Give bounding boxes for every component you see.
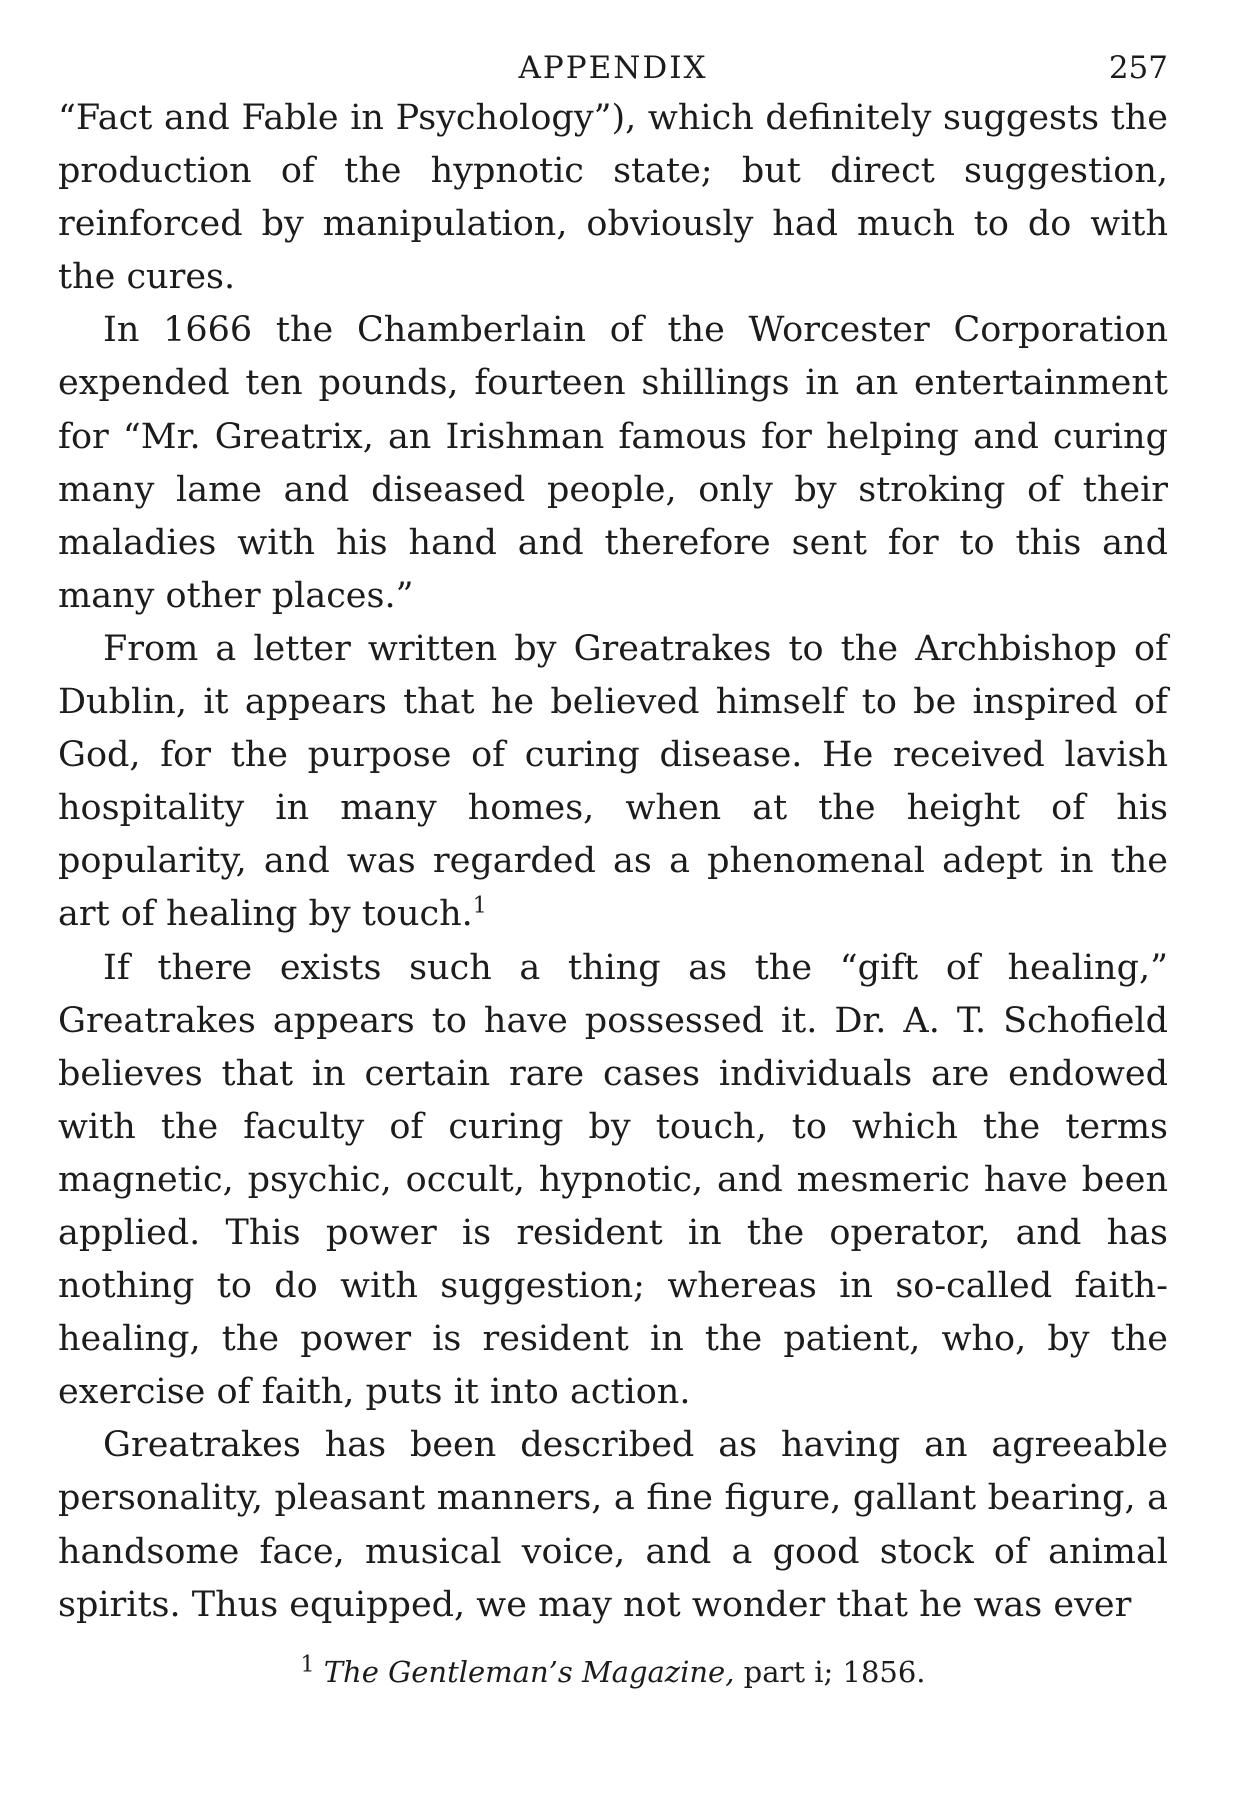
page-number: 257: [1108, 50, 1168, 86]
running-title: APPENDIX: [518, 50, 708, 86]
body-text: [58, 92, 1168, 1632]
paragraph-text: “Fact and Fable in Psychology”), which definitely suggests the production of the hypnotic state; but direct suggestion, reinforced by manipulation, obviously had much to do with the cures.: [58, 98, 1168, 298]
footnote-reference: 1: [472, 893, 487, 919]
book-page: [58, 30, 1168, 1770]
footnote-source-title: The Gentleman’s Magazine,: [323, 1654, 735, 1689]
paragraph-text: If there exists such a thing as the “gift of healing,” Greatrakes appears to have possessed it. Dr. A. T. Schofield believes that in certain rare cases individuals are endowed with the faculty of curing by touch, to which the terms magnetic, psychic, occult, hypnotic, and mesmeric have been applied. This power is resident in the operator, and has nothing to do with suggestion; whereas in so-called faith-healing, the power is resident in the patient, who, by the exercise of faith, puts it into action.: [58, 947, 1168, 1413]
footnote-source-details: part i; 1856.: [743, 1654, 926, 1689]
paragraph: [58, 304, 1168, 623]
running-head: [58, 30, 1168, 84]
footnote: [58, 1652, 1168, 1692]
paragraph-text: From a letter written by Greatrakes to the Archbishop of Dublin, it appears that he believed himself to be inspired of God, for the purpose of curing disease. He received lavish hospitality in many homes, when at the height of his popularity, and was regarded as a phenomenal adept in the art of healing by touch.: [58, 628, 1168, 935]
paragraph: [58, 1419, 1168, 1631]
paragraph: [58, 623, 1168, 942]
paragraph: [58, 942, 1168, 1420]
paragraph-text: In 1666 the Chamberlain of the Worcester Corporation expended ten pounds, fourteen shillings in an entertainment for “Mr. Greatrix, an Irishman famous for helping and curing many lame and diseased people, only by stroking of their maladies with his hand and therefore sent for to this and many other places.”: [58, 310, 1168, 616]
footnote-marker: 1: [300, 1652, 315, 1678]
paragraph-text: Greatrakes has been described as having an agreeable personality, pleasant manners, a fine figure, gallant bearing, a handsome face, musical voice, and a good stock of animal spirits. Thus equipped, we may not wonder that he was ever: [58, 1425, 1168, 1625]
paragraph-continued: [58, 92, 1168, 304]
